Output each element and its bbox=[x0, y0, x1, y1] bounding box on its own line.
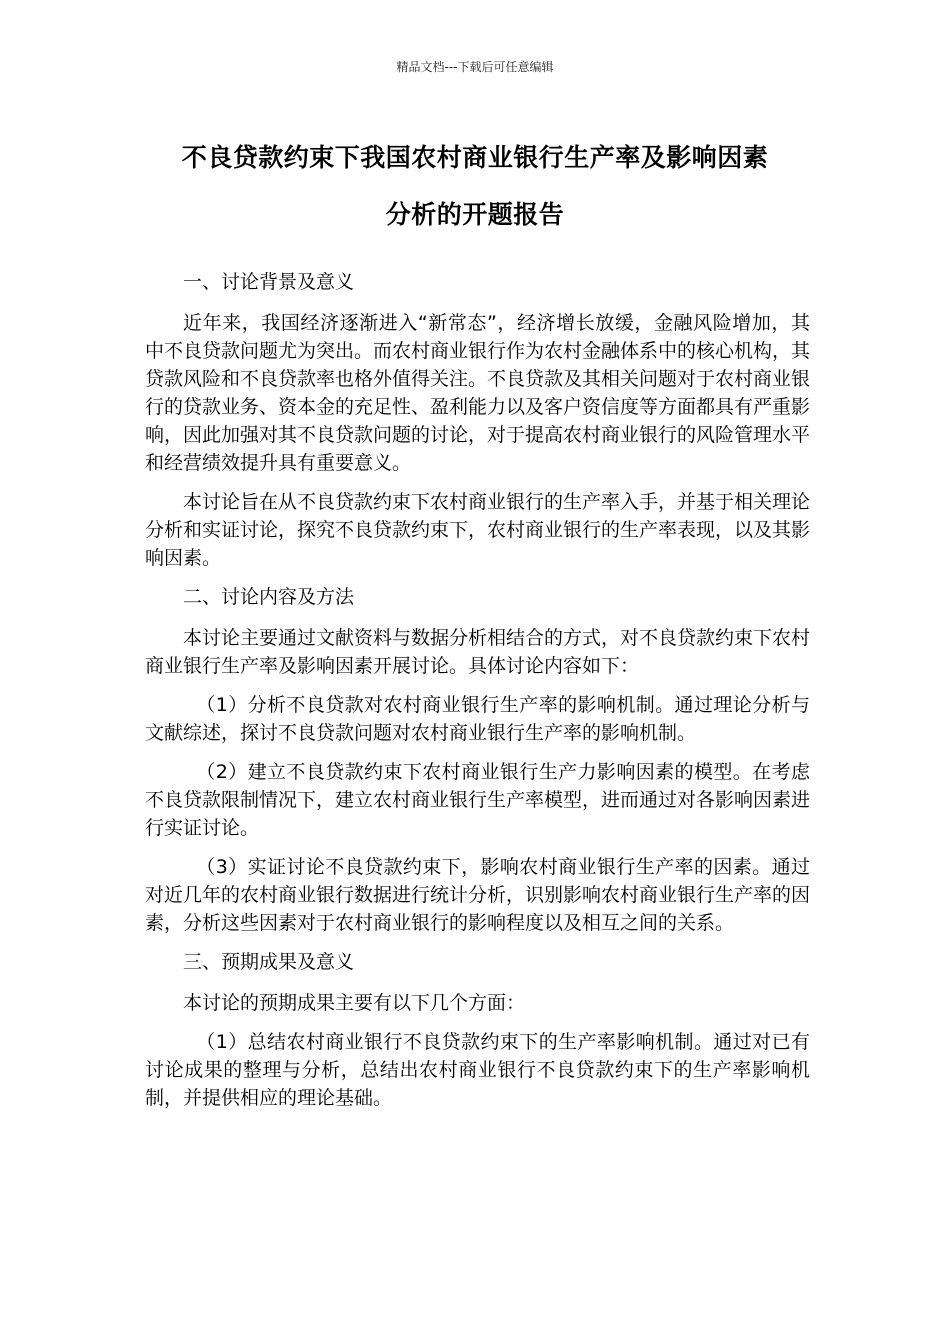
list-item-3: （3）实证讨论不良贷款约束下，影响农村商业银行生产率的因素。通过对近几年的农村商业银行数据进行统计分析，识别影响农村商业银行生产率的因素，分析这些因素对于农村商业银行的影响程度以及相互之间的关系。 bbox=[145, 856, 811, 934]
list-item-1: （1）分析不良贷款对农村商业银行生产率的影响机制。通过理论分析与文献综述，探讨不良贷款问题对农村商业银行生产率的影响机制。 bbox=[145, 694, 810, 744]
paragraph-objective: 本讨论旨在从不良贷款约束下农村商业银行的生产率入手，并基于相关理论分析和实证讨论，探究不良贷款约束下，农村商业银行的生产率表现，以及其影响因素。 bbox=[145, 491, 811, 569]
section-heading-content-methods: 二、讨论内容及方法 bbox=[183, 586, 355, 608]
paragraph-background: 近年来，我国经济逐渐进入“新常态”，经济增长放缓，金融风险增加，其中不良贷款问题尤为突出。而农村商业银行作为农村金融体系中的核心机构，其贷款风险和不良贷款率也格外值得关注。不良贷款及其相关问题对于农村商业银行的贷款业务、资本金的充足性、盈利能力以及客户资信度等方面都具有严重影响，因此加强对其不良贷款问题的讨论，对于提高农村商业银行的风险管理水平和经营绩效提升具有重要意义。 bbox=[145, 312, 811, 474]
document-body bbox=[145, 268, 810, 1123]
paragraph-results-intro: 本讨论的预期成果主要有以下几个方面： bbox=[183, 992, 526, 1014]
section-heading-background: 一、讨论背景及意义 bbox=[183, 271, 355, 293]
paragraph-methods-intro: 本讨论主要通过文献资料与数据分析相结合的方式，对不良贷款约束下农村商业银行生产率及影响因素开展讨论。具体讨论内容如下： bbox=[145, 627, 811, 677]
document-title-line-2: 分析的开题报告 bbox=[385, 200, 565, 229]
list-item-2: （2）建立不良贷款约束下农村商业银行生产力影响因素的模型。在考虑不良贷款限制情况下，建立农村商业银行生产率模型，进而通过对各影响因素进行实证讨论。 bbox=[145, 761, 811, 839]
section-heading-expected-results: 三、预期成果及意义 bbox=[183, 951, 355, 973]
list-item-results-1: （1）总结农村商业银行不良贷款约束下的生产率影响机制。通过对已有讨论成果的整理与分析，总结出农村商业银行不良贷款约束下的生产率影响机制，并提供相应的理论基础。 bbox=[145, 1031, 810, 1109]
document-title-line-1: 不良贷款约束下我国农村商业银行生产率及影响因素 bbox=[181, 143, 769, 172]
page-header-watermark: 精品文档---下载后可任意编辑 bbox=[396, 60, 554, 74]
